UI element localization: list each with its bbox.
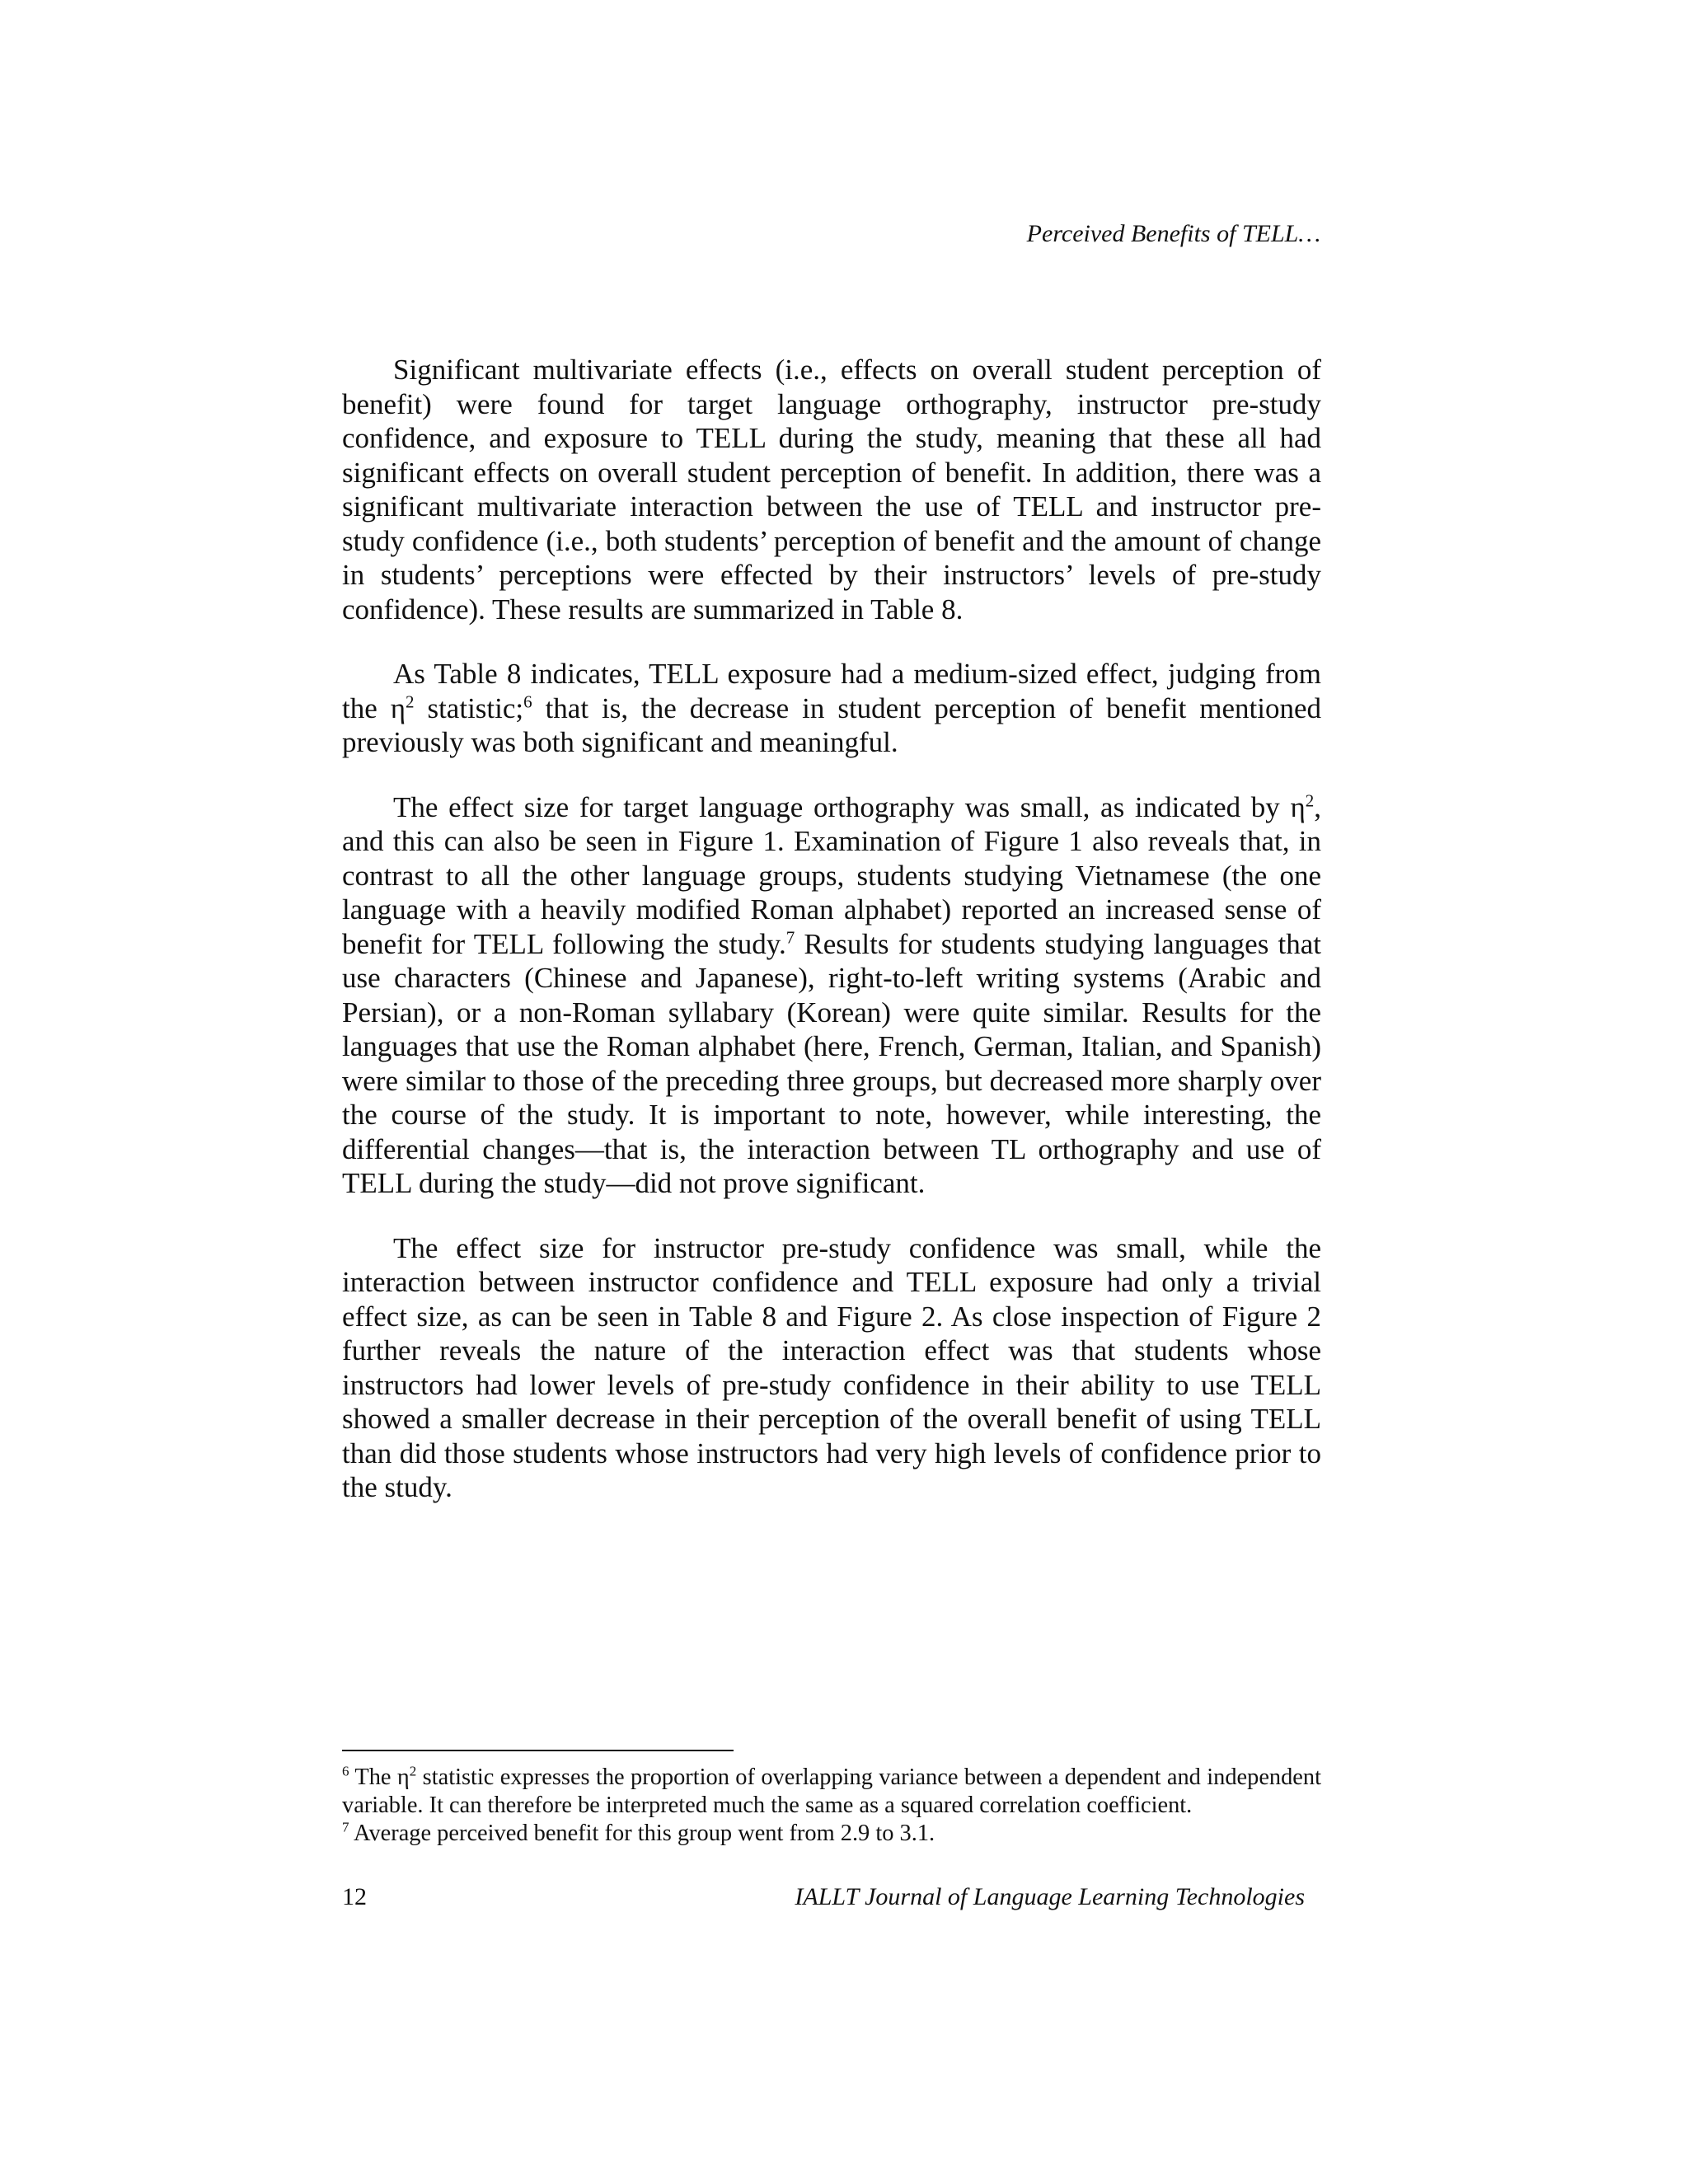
footnote-ref-6[interactable]: 6 <box>523 691 532 711</box>
footnote-6 <box>342 1764 1321 1820</box>
paragraph-2-text-a: As Table 8 indicates, TELL exposure had a medium-sized effect, judging from the η <box>342 658 1321 724</box>
footnote-7-number: 7 <box>342 1819 349 1835</box>
paragraph-3-text-b: , and this can also be seen in Figure 1. Examination of Figure 1 also reveals that, in contrast to all the other language groups, students studying Vietnamese (the one language with a heavily modified Roman alphabet) reported an increased sense of benefit for TELL following the study. <box>342 790 1321 960</box>
eta-squared-superscript: 2 <box>406 691 415 711</box>
footnote-divider <box>342 1750 734 1751</box>
paragraph-2-text-c: that is, the decrease in student perception of benefit mentioned previously was both significant and meaningful. <box>342 691 1322 758</box>
eta-squared-superscript: 2 <box>409 1763 417 1779</box>
paragraph-2-text-b: statistic; <box>414 691 524 724</box>
footnote-6-text-a: The η <box>349 1765 410 1790</box>
footnote-6-number: 6 <box>342 1763 349 1779</box>
body-text <box>342 353 1321 1535</box>
paragraph-3-text-c: Results for students studying languages that use characters (Chinese and Japanese), right-to-left writing systems (Arabic and Persian), or a non-Roman syllabary (Korean) were quite similar. Results for the languages that use the Roman alphabet (here, French, German, Italian, and Spanish) were similar to those of the preceding three groups, but decreased more sharply over the course of the study. It is important to note, however, while interesting, the differential changes—that is, the interaction between TL orthography and use of TELL during the study—did not prove significant. <box>342 927 1321 1199</box>
paragraph-4: The effect size for instructor pre-study confidence was small, while the interaction between instructor confidence and TELL exposure had only a trivial effect size, as can be seen in Table 8 and Figure 2. As close inspection of Figure 2 further reveals the nature of the interaction effect was that students whose instructors had lower levels of pre-study confidence in their ability to use TELL showed a smaller decrease in their perception of the overall benefit of using TELL than did those students whose instructors had very high levels of confidence prior to the study. <box>342 1231 1321 1503</box>
footnote-ref-7[interactable]: 7 <box>785 926 795 947</box>
page-number: 12 <box>342 1883 367 1910</box>
paragraph-3 <box>342 790 1321 1201</box>
running-head: Perceived Benefits of TELL… <box>1026 220 1320 247</box>
journal-name: IALLT Journal of Language Learning Technologies <box>795 1883 1305 1910</box>
paragraph-3-text-a: The effect size for target language orthography was small, as indicated by η <box>393 790 1306 823</box>
footnote-6-text-b: statistic expresses the proportion of overlapping variance between a dependent and independent variable. It can therefore be interpreted much the same as a squared correlation coefficient. <box>342 1765 1321 1818</box>
footnote-7-text: Average perceived benefit for this group went from 2.9 to 3.1. <box>349 1821 935 1846</box>
paragraph-2 <box>342 657 1321 760</box>
footnote-7 <box>342 1820 1321 1848</box>
footnotes <box>342 1764 1321 1848</box>
eta-squared-superscript: 2 <box>1305 790 1315 810</box>
paragraph-1: Significant multivariate effects (i.e., effects on overall student perception of benefit) were found for target language orthography, instructor pre-study confidence, and exposure to TELL during the study, meaning that these all had significant effects on overall student perception of benefit. In addition, there was a significant multivariate interaction between the use of TELL and instructor pre-study confidence (i.e., both students’ perception of benefit and the amount of change in students’ perceptions were effected by their instructors’ levels of pre-study confidence). These results are summarized in Table 8. <box>342 354 1321 626</box>
